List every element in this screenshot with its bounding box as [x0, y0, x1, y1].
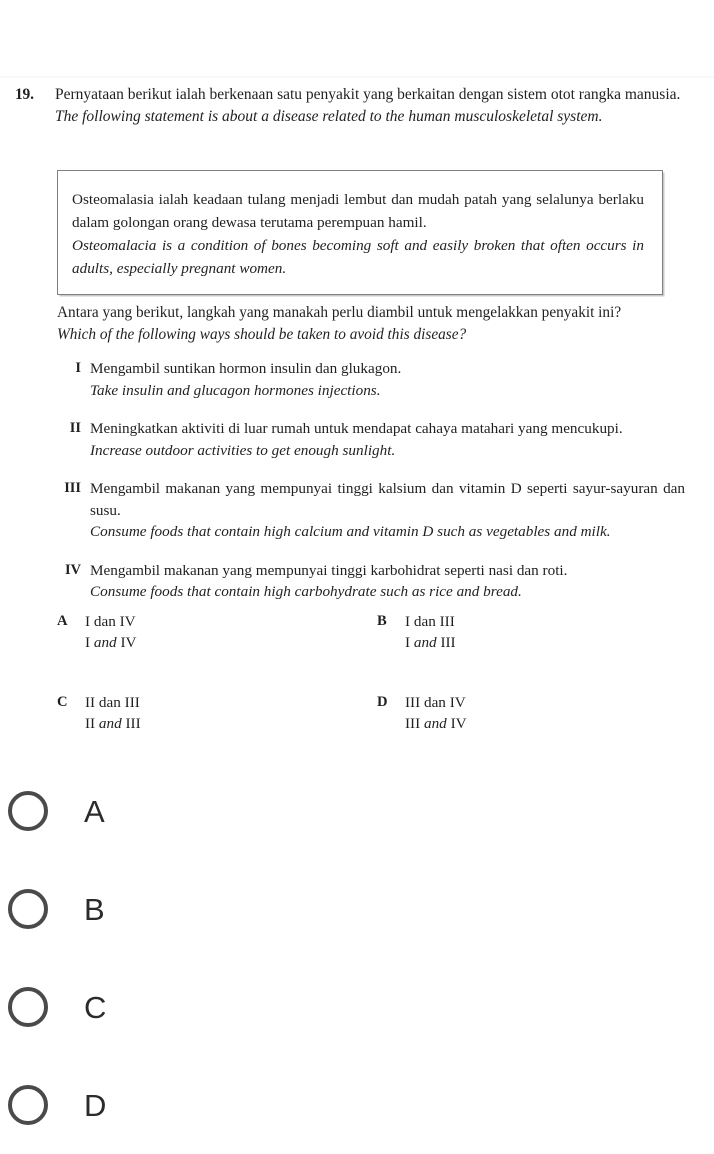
answer-malay: III dan IV [405, 694, 466, 711]
answer-letter: D [377, 694, 388, 710]
answer-text [85, 692, 377, 734]
roman-numeral: IV [65, 561, 81, 578]
roman-item [57, 560, 685, 603]
roman-numeral: III [64, 480, 81, 496]
roman-item-malay: Mengambil suntikan hormon insulin dan glukagon. [90, 360, 402, 377]
roman-item-text [90, 560, 685, 603]
answer-letter: B [377, 613, 387, 629]
choice-row-b[interactable] [0, 860, 714, 958]
answer-row [57, 611, 697, 653]
roman-item [57, 418, 685, 461]
roman-item-english: Increase outdoor activities to get enough sunlight. [90, 441, 396, 459]
answer-text [85, 611, 377, 653]
choice-label-b[interactable]: B [84, 891, 105, 927]
answer-english: I and IV [85, 634, 137, 651]
statement-malay: Osteomalasia ialah keadaan tulang menjadi lembut dan mudah patah yang selalunya berlaku dalam golongan orang dewasa terutama perempuan hamil. [72, 191, 644, 231]
roman-item [57, 478, 685, 543]
radio-button-b[interactable] [8, 889, 48, 929]
answer-letter: A [57, 613, 68, 629]
radio-button-c[interactable] [8, 987, 48, 1027]
question-stem [55, 84, 695, 127]
answer-malay: I dan IV [85, 613, 136, 630]
answer-text [405, 611, 697, 653]
roman-numeral: I [75, 360, 81, 376]
answer-english: I and III [405, 634, 456, 651]
roman-item [57, 358, 685, 401]
question-stem-english: The following statement is about a disease related to the human musculoskeletal system. [55, 107, 603, 125]
roman-item-english: Consume foods that contain high calcium and vitamin D such as vegetables and milk. [90, 523, 611, 540]
roman-numeral-list [57, 358, 685, 620]
question-header [15, 84, 695, 127]
choice-label-a[interactable]: A [84, 793, 105, 829]
statement-box [57, 170, 663, 295]
answer-letter: C [57, 694, 68, 710]
choice-row-a[interactable] [0, 762, 714, 860]
statement-english: Osteomalacia is a condition of bones becoming soft and easily broken that often occurs in adults, especially pregnant women. [72, 237, 644, 277]
roman-item-text [90, 358, 685, 401]
roman-item-malay: Meningkatkan aktiviti di luar rumah untuk mendapat cahaya matahari yang mencukupi. [90, 420, 623, 437]
answer-text [405, 692, 697, 734]
radio-button-d[interactable] [8, 1085, 48, 1125]
lead-in-english: Which of the following ways should be taken to avoid this disease? [57, 325, 467, 343]
answer-row [57, 692, 697, 734]
choice-label-c[interactable]: C [84, 989, 107, 1025]
lead-in-malay: Antara yang berikut, langkah yang manakah perlu diambil untuk mengelakkan penyakit ini? [57, 304, 622, 321]
scan-artifact-line [0, 76, 714, 78]
roman-item-text [90, 478, 685, 543]
choice-row-c[interactable] [0, 958, 714, 1056]
answer-choice-list [0, 762, 714, 1154]
roman-numeral: II [69, 420, 81, 436]
question-number: 19. [15, 86, 34, 103]
answer-english: III and IV [405, 715, 467, 732]
answer-english: II and III [85, 715, 141, 732]
choice-label-d[interactable]: D [84, 1087, 107, 1123]
choice-row-d[interactable] [0, 1056, 714, 1154]
answer-option-b [377, 611, 697, 653]
answer-option-d [377, 692, 697, 734]
radio-button-a[interactable] [8, 791, 48, 831]
answer-malay: I dan III [405, 613, 455, 630]
roman-item-english: Consume foods that contain high carbohydrate such as rice and bread. [90, 583, 522, 600]
answer-option-a [57, 611, 377, 653]
roman-item-text [90, 418, 685, 461]
answer-option-c [57, 692, 377, 734]
roman-item-malay: Mengambil makanan yang mempunyai tinggi kalsium dan vitamin D seperti sayur-sayuran dan susu. [90, 480, 685, 519]
question-stem-malay: Pernyataan berikut ialah berkenaan satu penyakit yang berkaitan dengan sistem otot rangka manusia. [55, 86, 681, 103]
roman-item-english: Take insulin and glucagon hormones injections. [90, 381, 381, 399]
answer-malay: II dan III [85, 694, 140, 711]
answer-options-grid [57, 611, 697, 773]
roman-item-malay: Mengambil makanan yang mempunyai tinggi karbohidrat seperti nasi dan roti. [90, 561, 568, 579]
lead-in-question [57, 302, 697, 345]
